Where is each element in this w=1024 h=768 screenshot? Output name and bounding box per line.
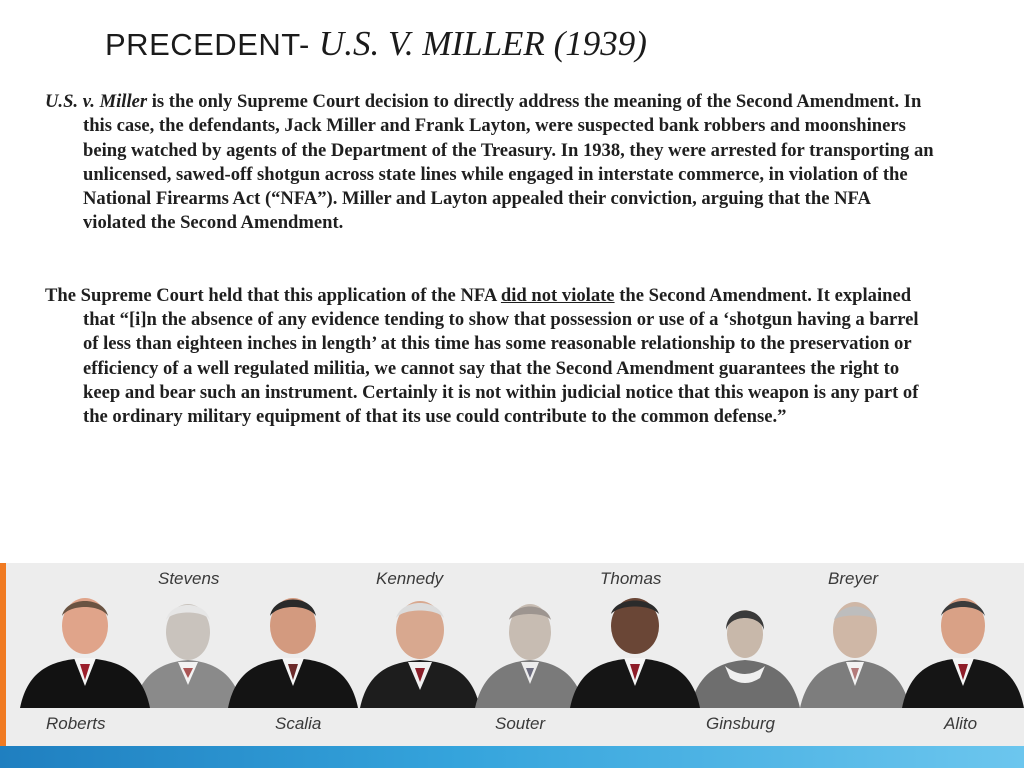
justice-photo-alito bbox=[902, 590, 1024, 708]
justice-name-alito: Alito bbox=[944, 714, 978, 733]
justice-photo-breyer bbox=[800, 590, 910, 708]
justice-name-kennedy: Kennedy bbox=[376, 569, 444, 588]
justice-photo-scalia bbox=[228, 590, 358, 708]
left-accent-bar bbox=[0, 563, 6, 746]
justice-photo-roberts bbox=[20, 590, 150, 708]
justice-name-roberts: Roberts bbox=[46, 714, 106, 733]
case-summary-text: is the only Supreme Court decision to directly address the meaning of the Second Amendment. In this case, the defendants, Jack Miller and Frank Layton, were suspected bank robbers and moonshiners being watched by agents of the Department of the Treasury. In 1938, they were arrested for transporting an unlicensed, sawed-off shotgun across state lines while engaged in interstate commerce, in violation of the National Firearms Act (“NFA”). Miller and Layton appealed their conviction, arguing that the NFA violated the Second Amendment. bbox=[83, 91, 934, 234]
justice-photo-ginsburg bbox=[690, 590, 800, 708]
justice-name-scalia: Scalia bbox=[275, 714, 322, 733]
paragraph-holding bbox=[45, 284, 935, 430]
footer-accent-band bbox=[0, 746, 1024, 768]
justice-photo-souter bbox=[475, 590, 585, 708]
holding-lead: The Supreme Court held that this application of the NFA bbox=[45, 284, 501, 306]
slide-body bbox=[45, 90, 935, 430]
justice-name-stevens: Stevens bbox=[158, 569, 220, 588]
title-prefix: PRECEDENT- bbox=[105, 27, 319, 62]
justice-name-thomas: Thomas bbox=[600, 569, 662, 588]
holding-rest: the Second Amendment. It explained that “[i]n the absence of any evidence tending to show that possession or use of a ‘shotgun having a barrel of less than eighteen inches in length’ at this time has some reasonable relationship to the preservation or efficiency of a well regulated militia, we cannot say that the Second Amendment guarantees the right to keep and bear such an instrument. Certainly it is not within judicial notice that this weapon is any part of the ordinary military equipment of that its use could contribute to the common defense.” bbox=[83, 284, 919, 428]
holding-underlined: did not violate bbox=[500, 284, 615, 306]
justice-name-ginsburg: Ginsburg bbox=[706, 714, 775, 733]
justices-photo-band bbox=[0, 563, 1024, 746]
justice-name-souter: Souter bbox=[495, 714, 546, 733]
justice-name-breyer: Breyer bbox=[828, 569, 879, 588]
slide-title bbox=[105, 24, 647, 76]
justice-photo-thomas bbox=[570, 590, 700, 708]
title-case-name: U.S. V. MILLER (1939) bbox=[318, 24, 647, 63]
paragraph-case-summary bbox=[45, 90, 935, 236]
case-name-italic: U.S. v. Miller bbox=[45, 91, 148, 112]
justice-photo-kennedy bbox=[360, 590, 480, 708]
